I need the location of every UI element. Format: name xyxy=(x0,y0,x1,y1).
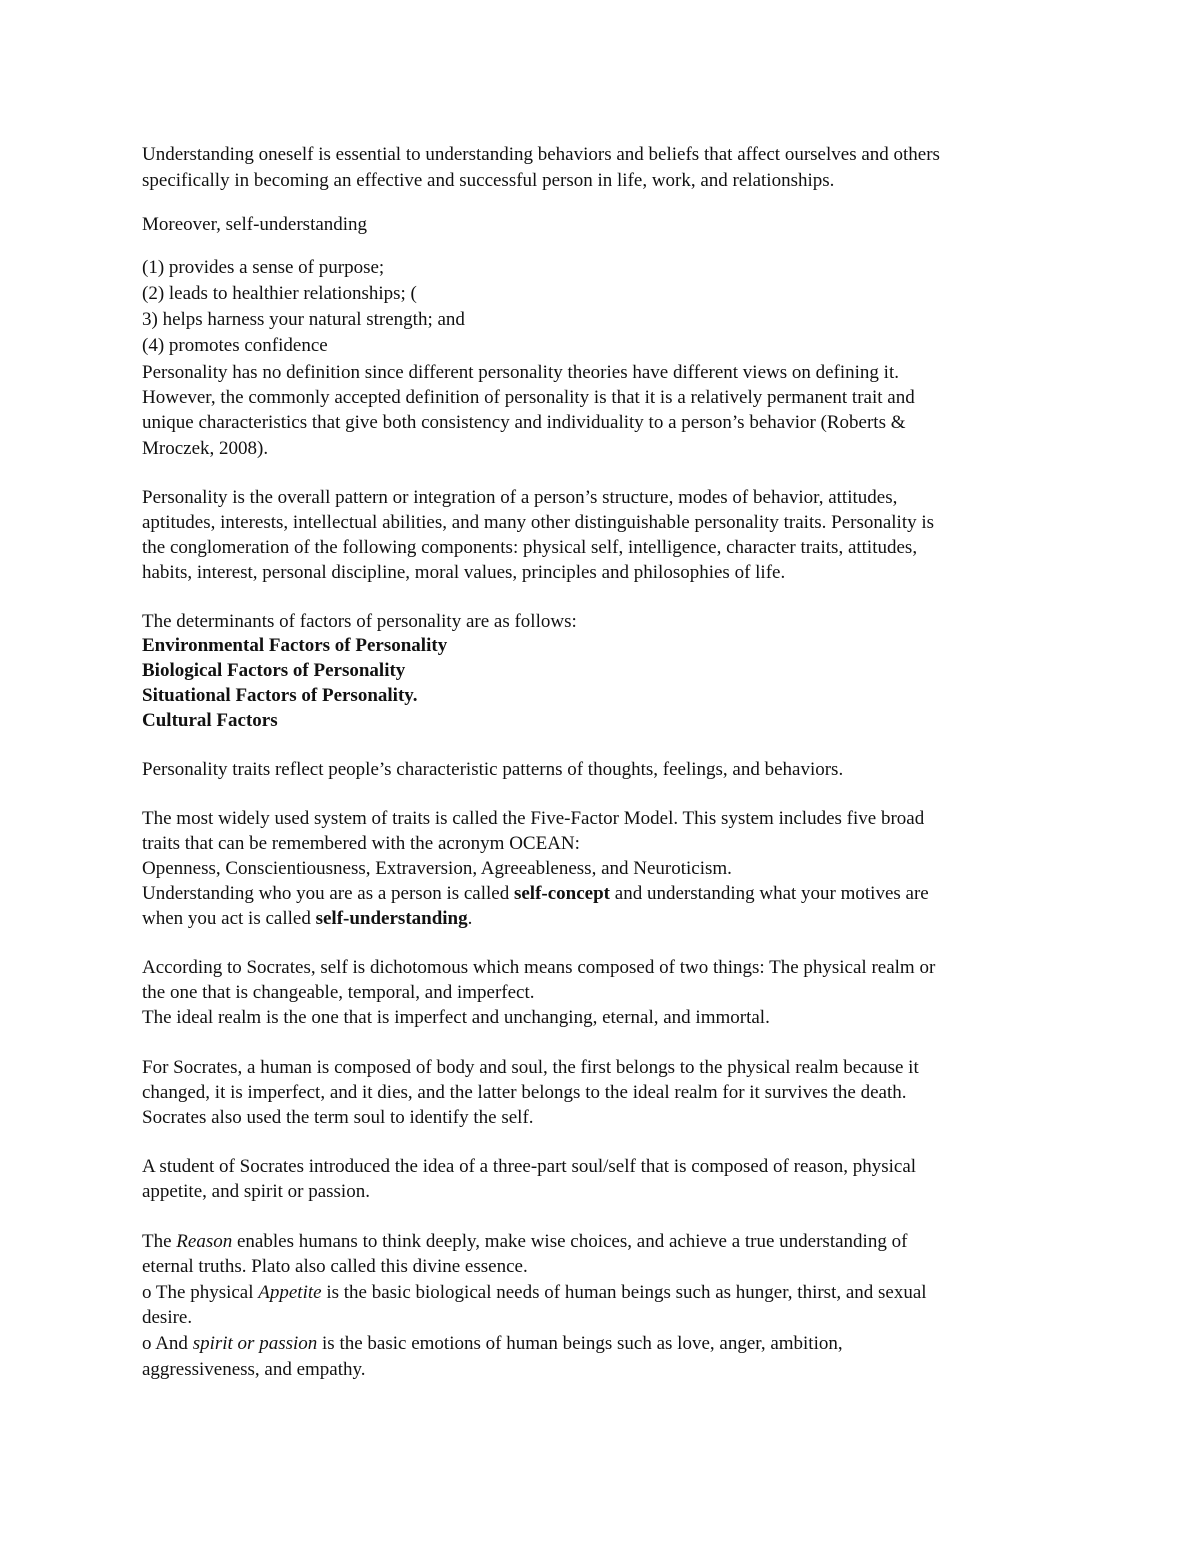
determinants-intro: The determinants of factors of personality are as follows: xyxy=(142,611,577,632)
pattern-line-1: Personality is the overall pattern or integration of a person’s structure, modes of behavior, attitudes, xyxy=(142,487,898,508)
traits-line: Personality traits reflect people’s characteristic patterns of thoughts, feelings, and behaviors. xyxy=(142,759,844,780)
ffm-line-5-text-a: when you act is called xyxy=(142,908,316,929)
definition-line-3: unique characteristics that give both consistency and individuality to a person’s behavior (Roberts & xyxy=(142,412,906,433)
reason-line-1-text-a: The xyxy=(142,1231,177,1252)
benefit-item-1: (1) provides a sense of purpose; xyxy=(142,257,385,278)
term-self-understanding: self-understanding xyxy=(315,908,468,929)
spirit-line-1 xyxy=(142,1331,843,1357)
reason-line-2: eternal truths. Plato also called this divine essence. xyxy=(142,1256,528,1277)
term-reason: Reason xyxy=(176,1231,233,1252)
benefit-item-3: 3) helps harness your natural strength; and xyxy=(142,309,465,330)
intro-line-2: specifically in becoming an effective and successful person in life, work, and relationships. xyxy=(142,170,835,191)
definition-line-2: However, the commonly accepted definition of personality is that it is a relatively permanent trait and xyxy=(142,387,915,408)
determinant-cultural: Cultural Factors xyxy=(142,710,278,731)
socrates2-line-3: Socrates also used the term soul to identify the self. xyxy=(142,1107,534,1128)
student-line-2: appetite, and spirit or passion. xyxy=(142,1181,370,1202)
definition-line-1: Personality has no definition since different personality theories have different views on defining it. xyxy=(142,362,899,383)
ffm-line-4 xyxy=(142,881,929,907)
term-appetite: Appetite xyxy=(258,1282,322,1303)
determinant-biological: Biological Factors of Personality xyxy=(142,660,406,681)
ffm-line-4-text-c: and understanding what your motives are xyxy=(610,883,929,904)
socrates2-line-2: changed, it is imperfect, and it dies, and the latter belongs to the ideal realm for it survives the death. xyxy=(142,1082,907,1103)
spirit-line-1-text-c: is the basic emotions of human beings such as love, anger, ambition, xyxy=(317,1333,843,1354)
pattern-line-2: aptitudes, interests, intellectual abilities, and many other distinguishable personality traits. Personality is xyxy=(142,512,935,533)
moreover-line: Moreover, self-understanding xyxy=(142,214,368,235)
socrates1-line-2: the one that is changeable, temporal, and imperfect. xyxy=(142,982,535,1003)
determinant-environmental: Environmental Factors of Personality xyxy=(142,635,448,656)
socrates2-line-1: For Socrates, a human is composed of body and soul, the first belongs to the physical realm because it xyxy=(142,1057,919,1078)
determinant-situational: Situational Factors of Personality. xyxy=(142,685,418,706)
ffm-line-4-text-a: Understanding who you are as a person is called xyxy=(142,883,514,904)
term-spirit-or-passion: spirit or passion xyxy=(192,1333,318,1354)
ffm-line-5-text-c: . xyxy=(467,908,473,929)
pattern-line-4: habits, interest, personal discipline, moral values, principles and philosophies of life. xyxy=(142,562,786,583)
reason-line-1 xyxy=(142,1229,907,1255)
appetite-line-2: desire. xyxy=(142,1307,193,1328)
ffm-line-3: Openness, Conscientiousness, Extraversion, Agreeableness, and Neuroticism. xyxy=(142,858,732,879)
ffm-line-2: traits that can be remembered with the acronym OCEAN: xyxy=(142,833,580,854)
appetite-line-1-text-c: is the basic biological needs of human beings such as hunger, thirst, and sexual xyxy=(321,1282,927,1303)
term-self-concept: self-concept xyxy=(513,883,611,904)
benefit-item-4: (4) promotes confidence xyxy=(142,335,328,356)
socrates1-line-1: According to Socrates, self is dichotomous which means composed of two things: The physical realm or xyxy=(142,957,936,978)
ffm-line-5 xyxy=(142,906,472,932)
ffm-line-1: The most widely used system of traits is called the Five-Factor Model. This system includes five broad xyxy=(142,808,925,829)
spirit-line-1-text-a: o And xyxy=(142,1333,193,1354)
appetite-line-1-text-a: o The physical xyxy=(142,1282,259,1303)
appetite-line-1 xyxy=(142,1280,927,1306)
definition-line-4: Mroczek, 2008). xyxy=(142,438,269,459)
socrates1-line-3: The ideal realm is the one that is imperfect and unchanging, eternal, and immortal. xyxy=(142,1007,770,1028)
intro-line-1: Understanding oneself is essential to understanding behaviors and beliefs that affect ourselves and others xyxy=(142,144,940,165)
pattern-line-3: the conglomeration of the following components: physical self, intelligence, character traits, attitudes, xyxy=(142,537,918,558)
spirit-line-2: aggressiveness, and empathy. xyxy=(142,1359,366,1380)
student-line-1: A student of Socrates introduced the idea of a three-part soul/self that is composed of reason, physical xyxy=(142,1156,917,1177)
reason-line-1-text-c: enables humans to think deeply, make wise choices, and achieve a true understanding of xyxy=(232,1231,908,1252)
benefit-item-2: (2) leads to healthier relationships; ( xyxy=(142,283,417,304)
